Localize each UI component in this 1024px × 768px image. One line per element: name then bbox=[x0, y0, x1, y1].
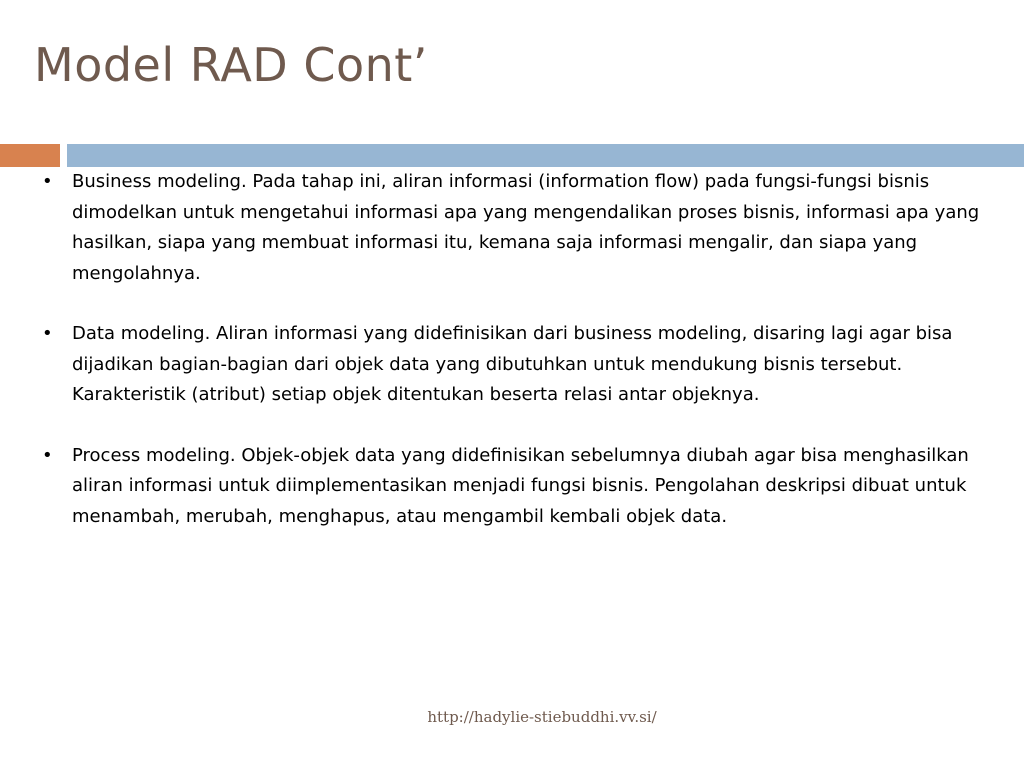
bullet-text: Data modeling. Aliran informasi yang didefinisikan dari business modeling, disaring lagi agar bisa dijadikan bagian-bagian dari objek data yang dibutuhkan untuk mendukung bisnis tersebut. Karakteristik (atribut) setiap objek ditentukan beserta relasi antar objeknya. bbox=[72, 323, 953, 405]
bullet-icon: • bbox=[42, 323, 53, 344]
bullet-icon: • bbox=[42, 444, 53, 466]
slide-title: Model RAD Cont’ bbox=[34, 38, 428, 92]
bullet-text: Process modeling. Objek-objek data yang didefinisikan sebelumnya diubah agar bisa menghasilkan aliran informasi untuk diimplementasikan menjadi fungsi bisnis. Pengolahan deskripsi dibuat untuk menambah, merubah, menghapus, atau mengambil kembali objek data. bbox=[72, 444, 969, 527]
footer-url: http://hadylie-stiebuddhi.vv.si/ bbox=[427, 708, 657, 726]
bullet-icon: • bbox=[42, 171, 53, 192]
title-divider-orange bbox=[0, 144, 60, 167]
bullet-item-data-modeling bbox=[38, 319, 983, 411]
bullet-item-business-modeling bbox=[38, 167, 983, 289]
bullet-text: Business modeling. Pada tahap ini, aliran informasi (information flow) pada fungsi-fungsi bisnis dimodelkan untuk mengetahui informasi apa yang mengendalikan proses bisnis, informasi apa yang hasilkan, siapa yang membuat informasi itu, kemana saja informasi mengalir, dan siapa yang mengolahnya. bbox=[72, 171, 980, 284]
title-divider-blue bbox=[67, 144, 1024, 167]
bullet-list bbox=[38, 167, 983, 562]
bullet-item-process-modeling bbox=[38, 441, 983, 533]
